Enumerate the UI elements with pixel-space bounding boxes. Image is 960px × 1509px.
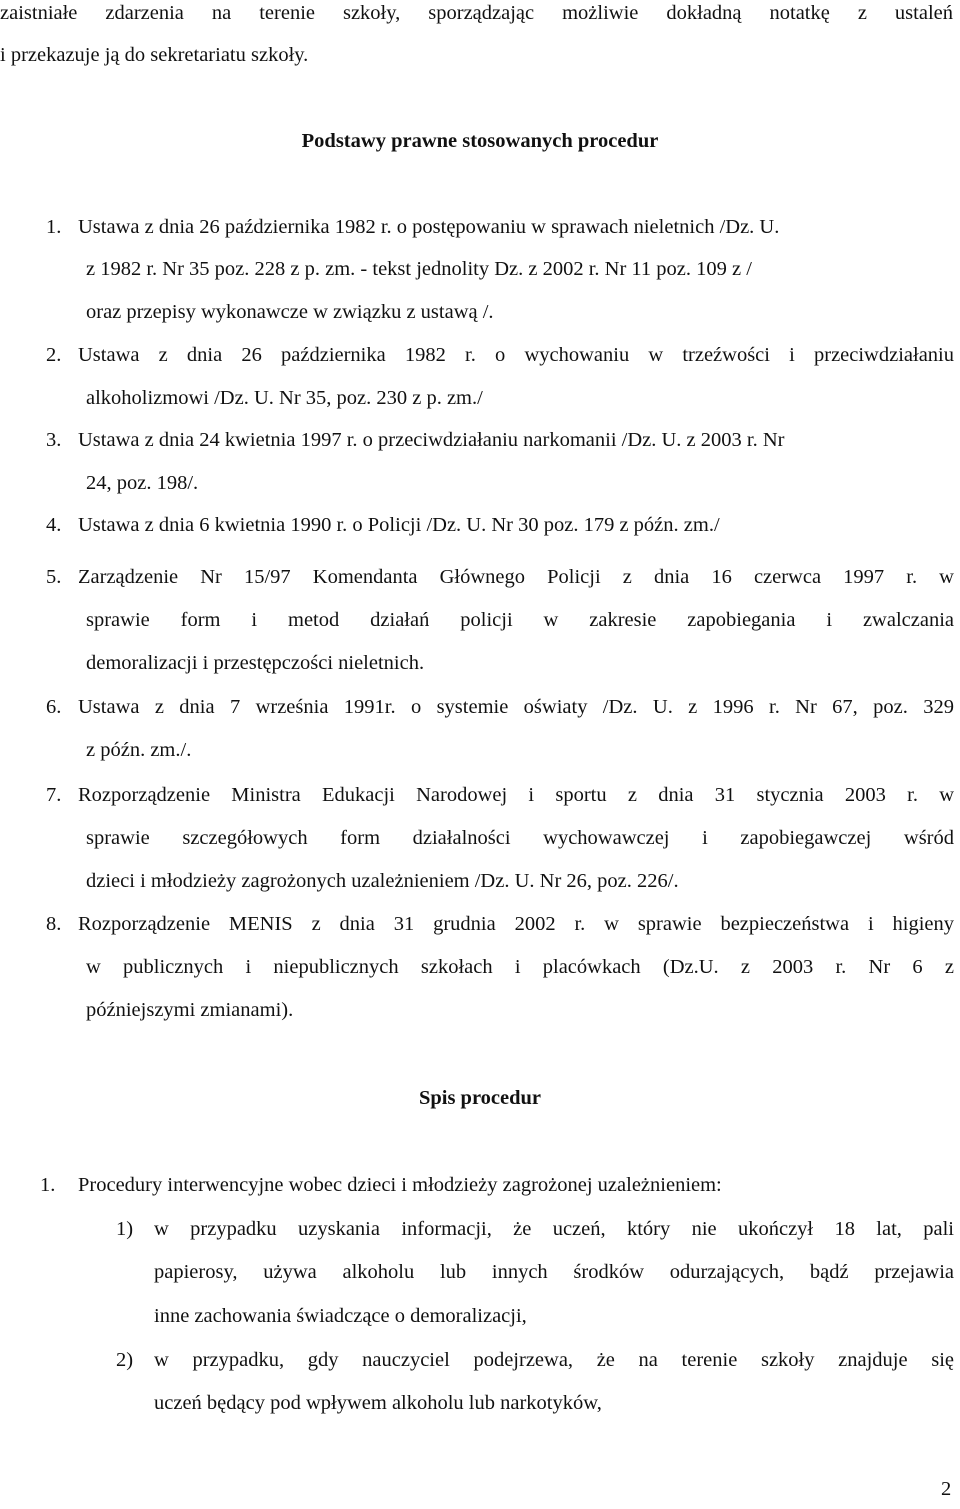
legal-item-line: Ustawa z dnia 26 października 1982 r. o postępowaniu w sprawach nieletnich /Dz. U. (78, 216, 780, 238)
legal-item-line: Ustawa z dnia 7 września 1991r. o systemie oświaty /Dz. U. z 1996 r. Nr 67, poz. 329 (78, 696, 954, 718)
procedure-title: Procedury interwencyjne wobec dzieci i młodzieży zagrożonej uzależnieniem: (78, 1174, 722, 1196)
legal-item-line: z 1982 r. Nr 35 poz. 228 z p. zm. - tekst jednolity Dz. z 2002 r. Nr 11 poz. 109 z / (86, 258, 752, 280)
legal-item-number: 3. (46, 429, 62, 451)
procedures-heading: Spis procedur (418, 1087, 542, 1109)
legal-item-line: sprawie form i metod działań policji w zakresie zapobiegania i zwalczania (86, 609, 954, 631)
subitem-line: inne zachowania świadczące o demoralizacji, (154, 1305, 527, 1327)
legal-item-number: 7. (46, 784, 62, 806)
legal-item-line: z późn. zm./. (86, 739, 192, 761)
legal-item-number: 8. (46, 913, 62, 935)
subitem-line: uczeń będący pod wpływem alkoholu lub narkotyków, (154, 1392, 602, 1414)
legal-item-line: Ustawa z dnia 26 października 1982 r. o wychowaniu w trzeźwości i przeciwdziałaniu (78, 344, 954, 366)
legal-item-number: 2. (46, 344, 62, 366)
page-number: 2 (941, 1478, 952, 1500)
procedure-number: 1. (40, 1174, 56, 1196)
legal-item-number: 1. (46, 216, 62, 238)
legal-item-line: sprawie szczegółowych form działalności wychowawczej i zapobiegawczej wśród (86, 827, 954, 849)
legal-item-line: Rozporządzenie MENIS z dnia 31 grudnia 2002 r. w sprawie bezpieczeństwa i higieny (78, 913, 954, 935)
intro-line-2: i przekazuje ją do sekretariatu szkoły. (0, 44, 309, 66)
legal-item-line: Rozporządzenie Ministra Edukacji Narodowej i sportu z dnia 31 stycznia 2003 r. w (78, 784, 954, 806)
legal-basis-heading: Podstawy prawne stosowanych procedur (301, 130, 659, 152)
legal-item-number: 4. (46, 514, 62, 536)
legal-item-line: w publicznych i niepublicznych szkołach i placówkach (Dz.U. z 2003 r. Nr 6 z (86, 956, 954, 978)
legal-item-line: oraz przepisy wykonawcze w związku z ustawą /. (86, 301, 494, 323)
subitem-line: papierosy, używa alkoholu lub innych środków odurzających, bądź przejawia (154, 1261, 954, 1283)
legal-item-line: dzieci i młodzieży zagrożonych uzależnieniem /Dz. U. Nr 26, poz. 226/. (86, 870, 679, 892)
subitem-line: w przypadku, gdy nauczyciel podejrzewa, że na terenie szkoły znajduje się (154, 1349, 954, 1371)
legal-item-line: Ustawa z dnia 24 kwietnia 1997 r. o przeciwdziałaniu narkomanii /Dz. U. z 2003 r. Nr (78, 429, 785, 451)
intro-line-1: zaistniałe zdarzenia na terenie szkoły, sporządzając możliwie dokładną notatkę z ustaleń (0, 2, 953, 24)
legal-item-number: 5. (46, 566, 62, 588)
legal-item-line: alkoholizmowi /Dz. U. Nr 35, poz. 230 z p. zm./ (86, 387, 483, 409)
legal-item-line: 24, poz. 198/. (86, 472, 199, 494)
legal-item-line: demoralizacji i przestępczości nieletnich. (86, 652, 425, 674)
legal-item-line: późniejszymi zmianami). (86, 999, 294, 1021)
legal-item-line: Zarządzenie Nr 15/97 Komendanta Głównego Policji z dnia 16 czerwca 1997 r. w (78, 566, 954, 588)
legal-item-line: Ustawa z dnia 6 kwietnia 1990 r. o Policji /Dz. U. Nr 30 poz. 179 z późn. zm./ (78, 514, 720, 536)
subitem-line: w przypadku uzyskania informacji, że uczeń, który nie ukończył 18 lat, pali (154, 1218, 954, 1240)
legal-item-number: 6. (46, 696, 62, 718)
subitem-number: 2) (116, 1349, 134, 1371)
subitem-number: 1) (116, 1218, 134, 1240)
